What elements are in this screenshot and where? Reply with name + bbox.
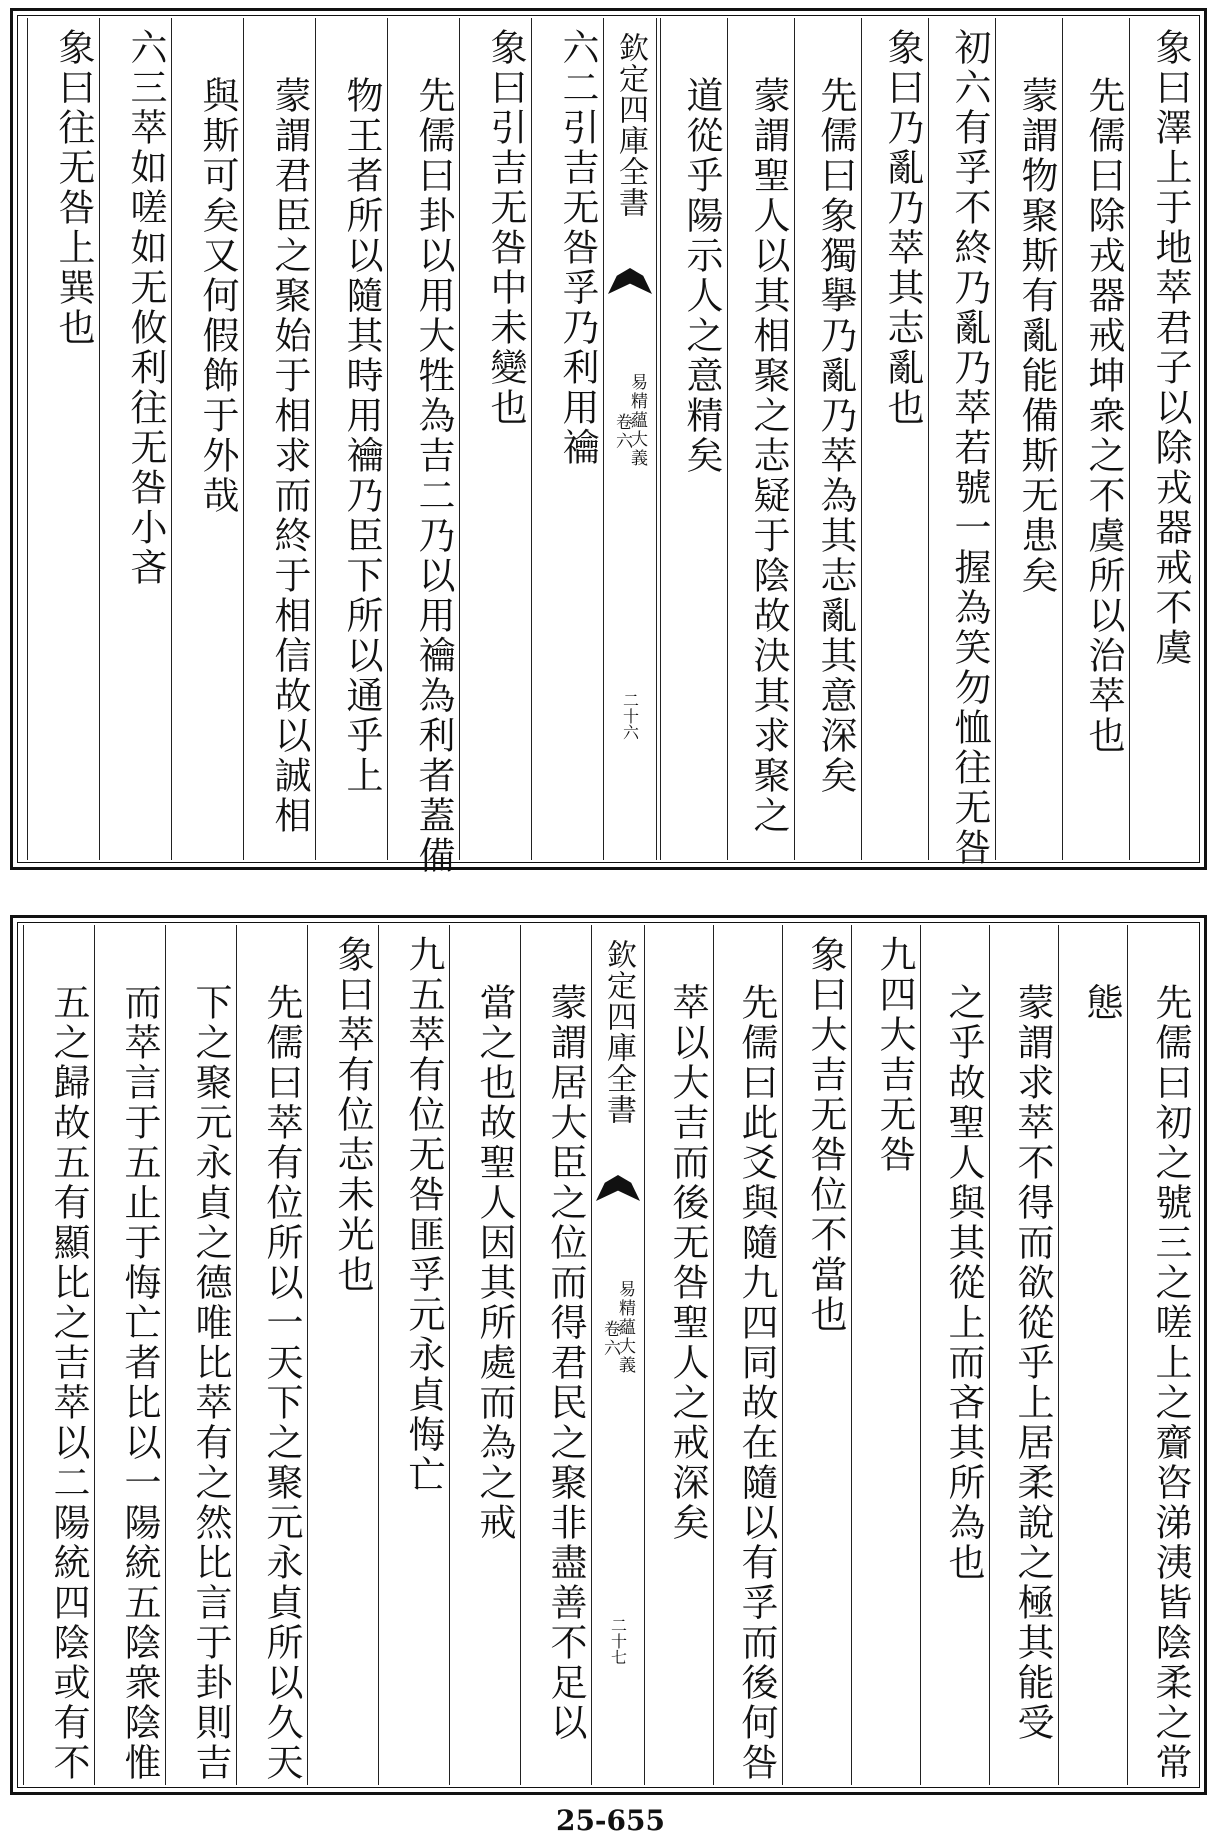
column-text: 下之聚元永貞之德唯比萃有之然比言于卦則吉 xyxy=(189,983,232,1783)
column-text: 萃以大吉而後无咎聖人之戒深矣 xyxy=(666,983,709,1543)
text-column xyxy=(315,18,387,860)
spine-book-title: 易精蘊大義 xyxy=(627,373,647,468)
text-column xyxy=(727,18,794,860)
text-column xyxy=(1129,18,1196,860)
text-column xyxy=(644,925,713,1785)
column-text: 與斯可矣又何假飾于外哉 xyxy=(196,76,239,516)
spine-page-number: 二十七 xyxy=(608,1617,628,1665)
text-column xyxy=(23,925,94,1785)
fish-tail-ornament xyxy=(608,268,652,294)
text-column xyxy=(531,18,603,860)
column-text: 蒙謂物聚斯有亂能備斯无患矣 xyxy=(1015,76,1058,596)
column-text: 象曰萃有位志未光也 xyxy=(331,935,374,1295)
text-column xyxy=(520,925,591,1785)
text-column xyxy=(713,925,782,1785)
text-column xyxy=(861,18,928,860)
text-column xyxy=(165,925,236,1785)
text-column xyxy=(989,925,1058,1785)
spine-title: 欽定四庫全書 xyxy=(601,939,636,1125)
text-column xyxy=(378,925,449,1785)
bottom-spine xyxy=(591,925,645,1785)
column-text: 九四大吉无咎 xyxy=(873,935,916,1175)
column-text: 六二引吉无咎孚乃利用禴 xyxy=(556,28,599,468)
text-column xyxy=(459,18,531,860)
column-text: 道從乎陽示人之意精矣 xyxy=(680,76,723,476)
column-text: 先儒曰除戎器戒坤衆之不虞所以治萃也 xyxy=(1082,76,1125,756)
spine-page-number: 二十六 xyxy=(620,692,640,740)
spine-title: 欽定四庫全書 xyxy=(613,32,648,218)
text-column xyxy=(660,18,727,860)
text-column xyxy=(995,18,1062,860)
text-column xyxy=(782,925,851,1785)
text-column xyxy=(243,18,315,860)
column-text: 先儒曰象獨擧乃亂乃萃為其志亂其意深矣 xyxy=(814,76,857,796)
text-column xyxy=(1062,18,1129,860)
spine-volume: 卷六 xyxy=(612,413,632,451)
column-text: 而萃言于五止于悔亡者比以一陽統五陰衆陰惟 xyxy=(118,983,161,1783)
column-text: 蒙謂聖人以其相聚之志疑于陰故決其求聚之 xyxy=(747,76,790,836)
column-text: 先儒曰萃有位所以一天下之聚元永貞所以久天 xyxy=(260,983,303,1783)
text-column xyxy=(449,925,520,1785)
column-text: 蒙謂居大臣之位而得君民之聚非盡善不足以 xyxy=(544,983,587,1743)
text-column xyxy=(171,18,243,860)
text-column xyxy=(27,18,99,860)
spine-book-title: 易精蘊大義 xyxy=(615,1280,635,1375)
text-column xyxy=(94,925,165,1785)
column-text: 態 xyxy=(1080,983,1123,1023)
column-text: 先儒曰初之號三之嗟上之齎咨涕洟皆陰柔之常 xyxy=(1149,983,1192,1783)
fish-tail-ornament xyxy=(596,1175,640,1201)
column-text: 蒙謂君臣之聚始于相求而終于相信故以誠相 xyxy=(268,76,311,836)
column-text: 九五萃有位无咎匪孚元永貞悔亡 xyxy=(402,935,445,1495)
text-column xyxy=(236,925,307,1785)
column-text: 當之也故聖人因其所處而為之戒 xyxy=(473,983,516,1543)
text-column xyxy=(794,18,861,860)
column-text: 先儒曰此爻與隨九四同故在隨以有孚而後何咎 xyxy=(735,983,778,1783)
text-column xyxy=(1058,925,1127,1785)
column-text: 六三萃如嗟如无攸利往无咎小吝 xyxy=(124,28,167,588)
text-column xyxy=(1127,925,1196,1785)
column-text: 蒙謂求萃不得而欲從乎上居柔說之極其能受 xyxy=(1011,983,1054,1743)
spine-volume: 卷六 xyxy=(600,1320,620,1358)
column-text: 五之歸故五有顯比之吉萃以二陽統四陰或有不 xyxy=(47,983,90,1783)
text-column xyxy=(928,18,995,868)
column-text: 象曰澤上于地萃君子以除戎器戒不虞 xyxy=(1149,28,1192,668)
bottom-page xyxy=(10,915,1207,1795)
column-text: 象曰乃亂乃萃其志亂也 xyxy=(881,28,924,428)
text-column xyxy=(387,18,459,876)
page-footer-number: 25-655 xyxy=(555,1804,666,1837)
column-text: 象曰大吉无咎位不當也 xyxy=(804,935,847,1335)
column-text: 之乎故聖人與其從上而吝其所為也 xyxy=(942,983,985,1583)
text-column xyxy=(920,925,989,1785)
top-page xyxy=(10,8,1207,876)
column-text: 物王者所以隨其時用禴乃臣下所以通乎上 xyxy=(340,76,383,796)
column-text: 象曰引吉无咎中未變也 xyxy=(484,28,527,428)
text-column xyxy=(307,925,378,1785)
text-column xyxy=(851,925,920,1785)
column-text: 象曰往无咎上巽也 xyxy=(52,28,95,348)
column-text: 先儒曰卦以用大牲為吉二乃以用禴為利者蓋備 xyxy=(412,76,455,876)
text-column xyxy=(99,18,171,860)
top-spine xyxy=(603,18,657,860)
column-text: 初六有孚不終乃亂乃萃若號一握為笑勿恤往无咎 xyxy=(948,28,991,868)
